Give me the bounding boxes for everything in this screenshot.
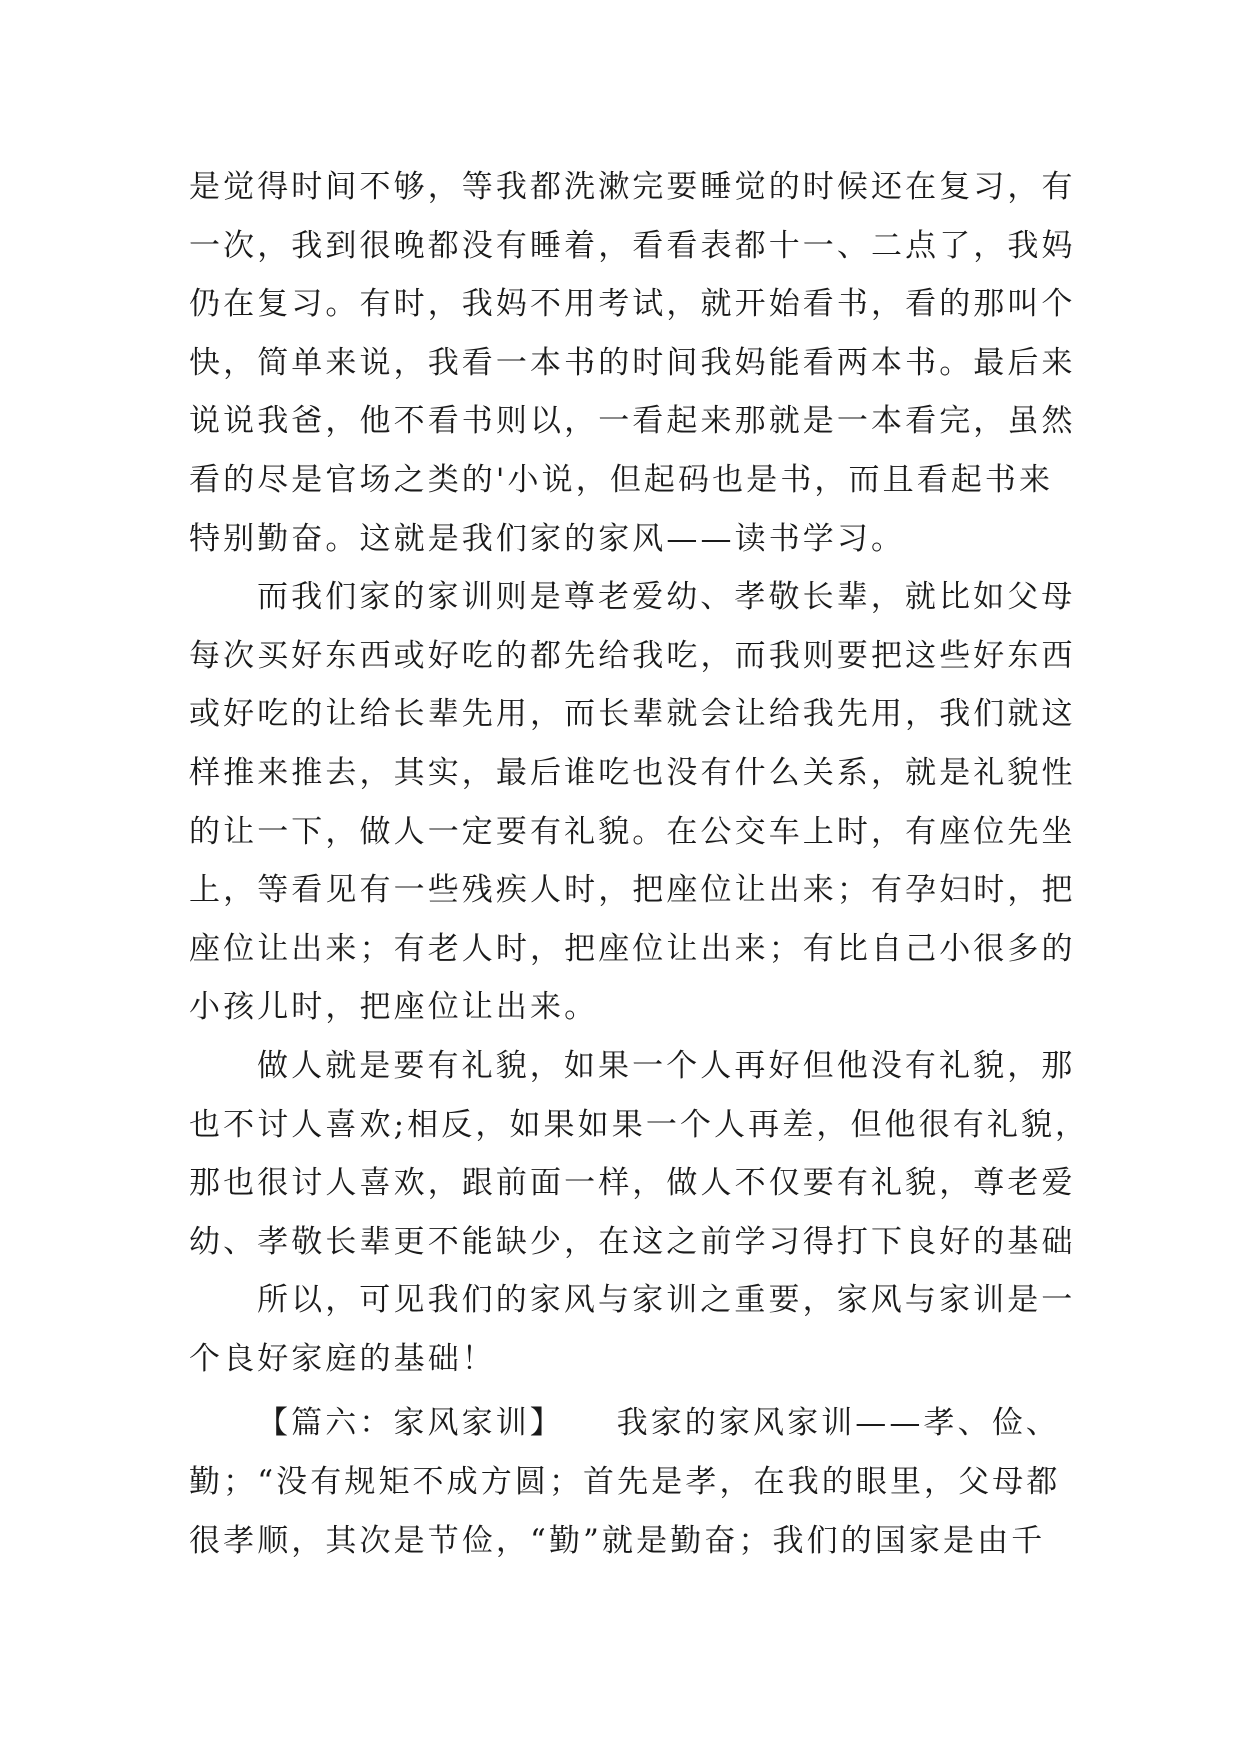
text-line: 看的尽是官场之类的'小说，但起码也是书，而且看起书来 bbox=[189, 461, 1054, 498]
text-line: 一次，我到很晚都没有睡着，看看表都十一、二点了，我妈 bbox=[189, 227, 1076, 264]
document-body bbox=[189, 158, 1090, 1570]
text-line: 仍在复习。有时，我妈不用考试，就开始看书，看的那叫个 bbox=[189, 286, 1076, 323]
text-line: 是觉得时间不够，等我都洗漱完要睡觉的时候还在复习，有 bbox=[189, 169, 1076, 205]
text-line: 的让一下，做人一定要有礼貌。在公交车上时，有座位先坐 bbox=[189, 813, 1076, 850]
text-line: 幼、孝敬长辈更不能缺少，在这之前学习得打下良好的基础 bbox=[189, 1223, 1076, 1260]
text-line: 那也很讨人喜欢，跟前面一样，做人不仅要有礼貌，尊老爱 bbox=[189, 1165, 1076, 1202]
text-line: 样推来推去，其实，最后谁吃也没有什么关系，就是礼貌性 bbox=[189, 754, 1076, 791]
text-line: 座位让出来；有老人时，把座位让出来；有比自己小很多的 bbox=[189, 930, 1076, 967]
text-line: 很孝顺，其次是节俭，“勤”就是勤奋；我们的国家是由千 bbox=[189, 1522, 1046, 1559]
paragraph-first-line: 而我们家的家训则是尊老爱幼、孝敬长辈，就比如父母 bbox=[257, 579, 1076, 616]
text-line: 快，简单来说，我看一本书的时间我妈能看两本书。最后来 bbox=[189, 344, 1076, 381]
paragraph-first-line: 所以，可见我们的家风与家训之重要，家风与家训是一 bbox=[257, 1282, 1076, 1319]
text-line: 说说我爸，他不看书则以，一看起来那就是一本看完，虽然 bbox=[189, 403, 1076, 440]
text-line: 也不讨人喜欢;相反，如果如果一个人再差，但他很有礼貌， bbox=[189, 1106, 1090, 1143]
text-line: 每次买好东西或好吃的都先给我吃，而我则要把这些好东西 bbox=[189, 637, 1076, 674]
section-heading-line: 【篇六：家风家训】 我家的家风家训——孝、俭、 bbox=[257, 1405, 1060, 1442]
text-line: 特别勤奋。这就是我们家的家风——读书学习。 bbox=[189, 520, 906, 557]
text-line: 小孩儿时，把座位让出来。 bbox=[189, 989, 599, 1026]
text-line: 上，等看见有一些残疾人时，把座位让出来；有孕妇时，把 bbox=[189, 872, 1076, 909]
text-line: 个良好家庭的基础！ bbox=[189, 1340, 496, 1377]
text-line: 勤；“没有规矩不成方圆；首先是孝，在我的眼里，父母都 bbox=[189, 1464, 1061, 1501]
paragraph-first-line: 做人就是要有礼貌，如果一个人再好但他没有礼貌，那 bbox=[257, 1047, 1076, 1084]
text-line: 或好吃的让给长辈先用，而长辈就会让给我先用，我们就这 bbox=[189, 696, 1076, 733]
